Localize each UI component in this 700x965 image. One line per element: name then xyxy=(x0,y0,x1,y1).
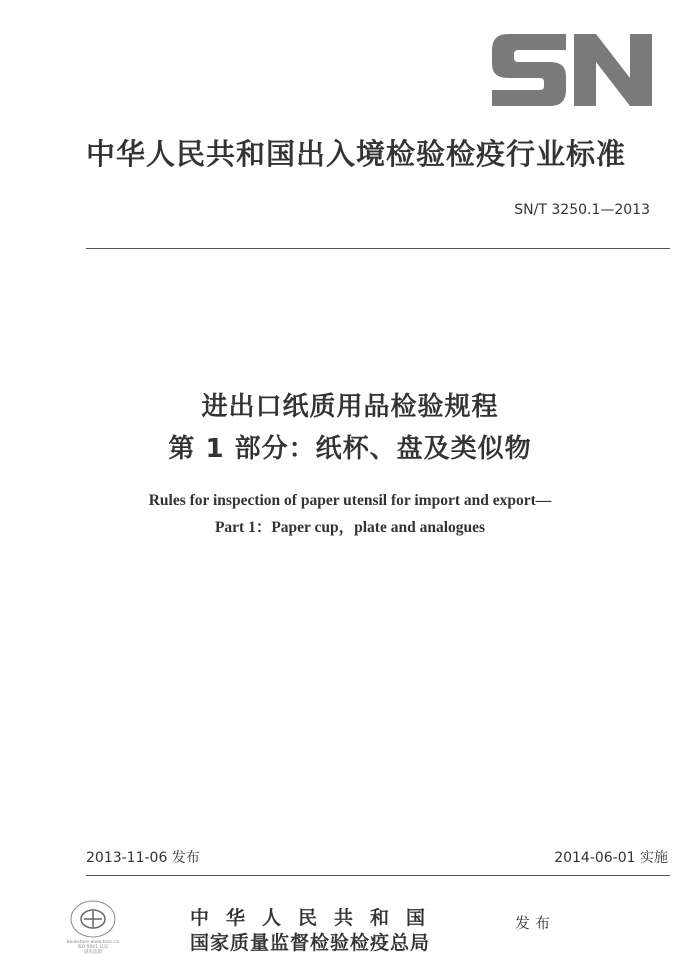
issuer-line2: 国家质量监督检验检疫总局 xyxy=(190,932,431,954)
sn-logo-graphic xyxy=(478,22,668,118)
sn-logo-text: SN xyxy=(478,22,480,23)
issue-date: 2013-11-06 发布 xyxy=(86,850,200,866)
industry-standard-title: 中华人民共和国出入境检验检疫行业标准 xyxy=(85,137,626,171)
publisher-seal-icon xyxy=(58,895,128,955)
publish-label: 发布 xyxy=(515,914,556,932)
effective-date: 2014-06-01 实施 xyxy=(554,850,668,866)
english-title-line1: Rules for inspection of paper utensil for import and export— xyxy=(148,492,552,509)
seal-text-3: 副本监制 xyxy=(84,950,102,955)
chinese-title-line1: 进出口纸质用品检验规程 xyxy=(201,392,499,422)
seal-text-1: bookstore-www.bzsc.cn xyxy=(66,940,120,945)
standard-number: SN/T 3250.1—2013 xyxy=(514,202,650,218)
english-title-line2: Part 1：Paper cup，plate and analogues xyxy=(214,519,486,536)
sn-logo xyxy=(478,22,668,118)
issuer-line1: 中华人民共和国 xyxy=(190,907,443,929)
bottom-divider xyxy=(86,875,670,876)
seal-text-2: ISO 9001 认证 xyxy=(77,945,109,950)
chinese-title-line2: 第 1 部分：纸杯、盘及类似物 xyxy=(168,434,532,464)
top-divider xyxy=(86,248,670,249)
